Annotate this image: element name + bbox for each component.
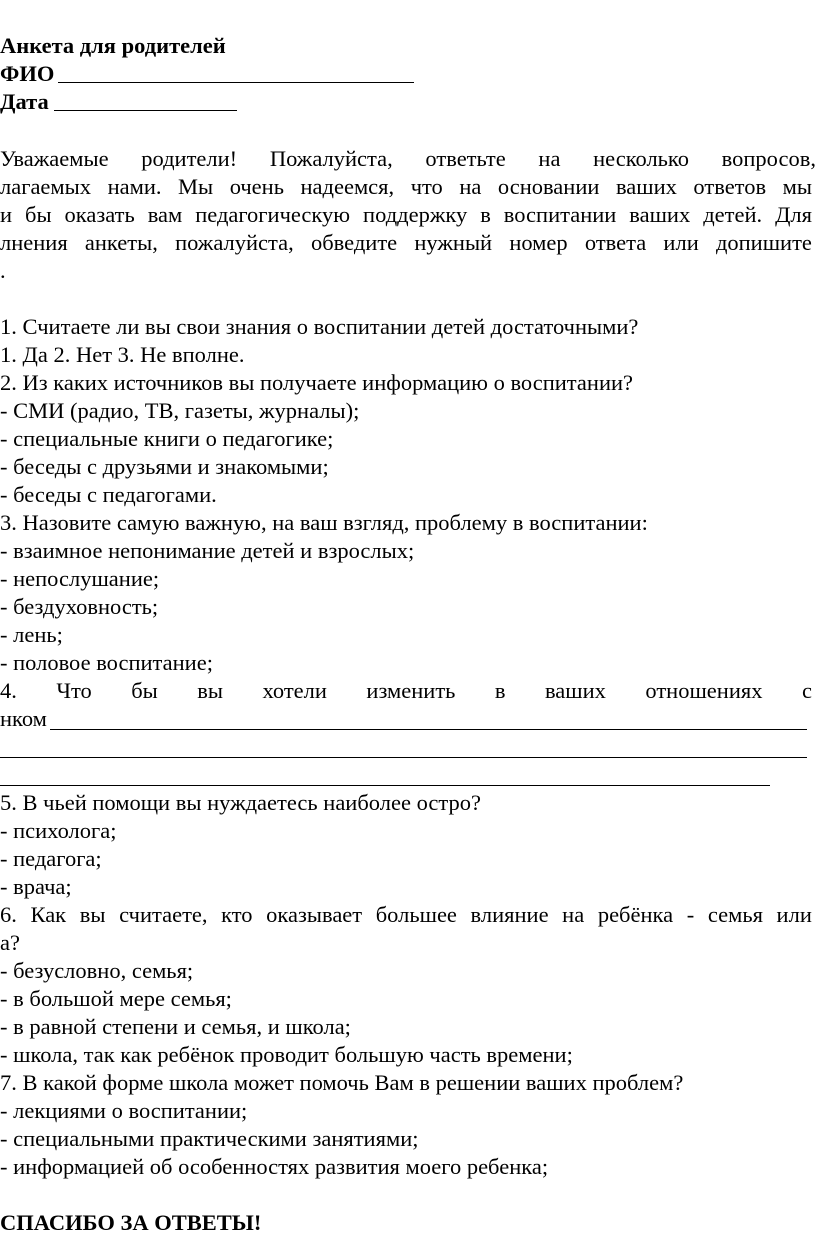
question-2-option[interactable]: - беседы с педагогами. [0,482,217,507]
question-5-option[interactable]: - врача; [0,874,72,899]
question-7: 7. В какой форме школа может помочь Вам в решении ваших проблем? [0,1070,684,1095]
question-6-option[interactable]: - в большой мере семья; [0,986,232,1011]
intro-line-1: Уважаемые родители! Пожалуйста, ответьте на несколько вопросов, [0,146,816,171]
answer-line-2[interactable] [0,757,807,758]
question-3-option[interactable]: - бездуховность; [0,594,159,619]
question-7-option[interactable]: - специальными практическими занятиями; [0,1126,419,1151]
question-3-option[interactable]: - непослушание; [0,566,160,591]
question-3: 3. Назовите самую важную, на ваш взгляд, проблему в воспитании: [0,510,648,535]
question-2-option[interactable]: - специальные книги о педагогике; [0,426,334,451]
question-3-option[interactable]: - лень; [0,622,63,647]
question-6-option[interactable]: - в равной степени и семья, и школа; [0,1014,351,1039]
question-2-option[interactable]: - беседы с друзьями и знакомыми; [0,454,329,479]
question-7-option[interactable]: - информацией об особенностях развития моего ребенка; [0,1154,549,1179]
date-line [54,110,237,111]
thanks-text: СПАСИБО ЗА ОТВЕТЫ! [0,1210,262,1235]
question-5: 5. В чьей помощи вы нуждаетесь наиболее остро? [0,790,481,815]
question-3-option[interactable]: - половое воспитание; [0,650,213,675]
answer-line-3[interactable] [0,785,770,786]
intro-line-4: лнения анкеты, пожалуйста, обведите нужный номер ответа или допишите [0,230,812,255]
date-label: Дата [0,89,49,114]
page-title: Анкета для родителей [0,33,226,58]
question-6: 6. Как вы считаете, кто оказывает большее влияние на ребёнка - семья или [0,902,812,927]
question-5-option[interactable]: - педагога; [0,846,102,871]
question-2: 2. Из каких источников вы получаете информацию о воспитании? [0,370,634,395]
question-4-continuation: нком [0,706,47,731]
question-4: 4. Что бы вы хотели изменить в ваших отношениях с [0,678,812,703]
fio-label: ФИО [0,61,55,86]
question-2-option[interactable]: - СМИ (радио, ТВ, газеты, журналы); [0,398,360,423]
question-7-option[interactable]: - лекциями о воспитании; [0,1098,248,1123]
intro-line-2: лагаемых нами. Мы очень надеемся, что на основании ваших ответов мы [0,174,812,199]
question-6-continuation: а? [0,930,20,955]
question-1: 1. Считаете ли вы свои знания о воспитании детей достаточными? [0,314,639,339]
fio-line [58,82,414,83]
question-6-option[interactable]: - безусловно, семья; [0,958,194,983]
intro-line-5: . [0,258,6,283]
question-5-option[interactable]: - психолога; [0,818,117,843]
question-1-answers[interactable]: 1. Да 2. Нет 3. Не вполне. [0,342,245,367]
question-6-option[interactable]: - школа, так как ребёнок проводит большую часть времени; [0,1042,573,1067]
intro-line-3: и бы оказать вам педагогическую поддержку в воспитании ваших детей. Для [0,202,812,227]
answer-line-1[interactable] [50,729,807,730]
question-3-option[interactable]: - взаимное непонимание детей и взрослых; [0,538,415,563]
